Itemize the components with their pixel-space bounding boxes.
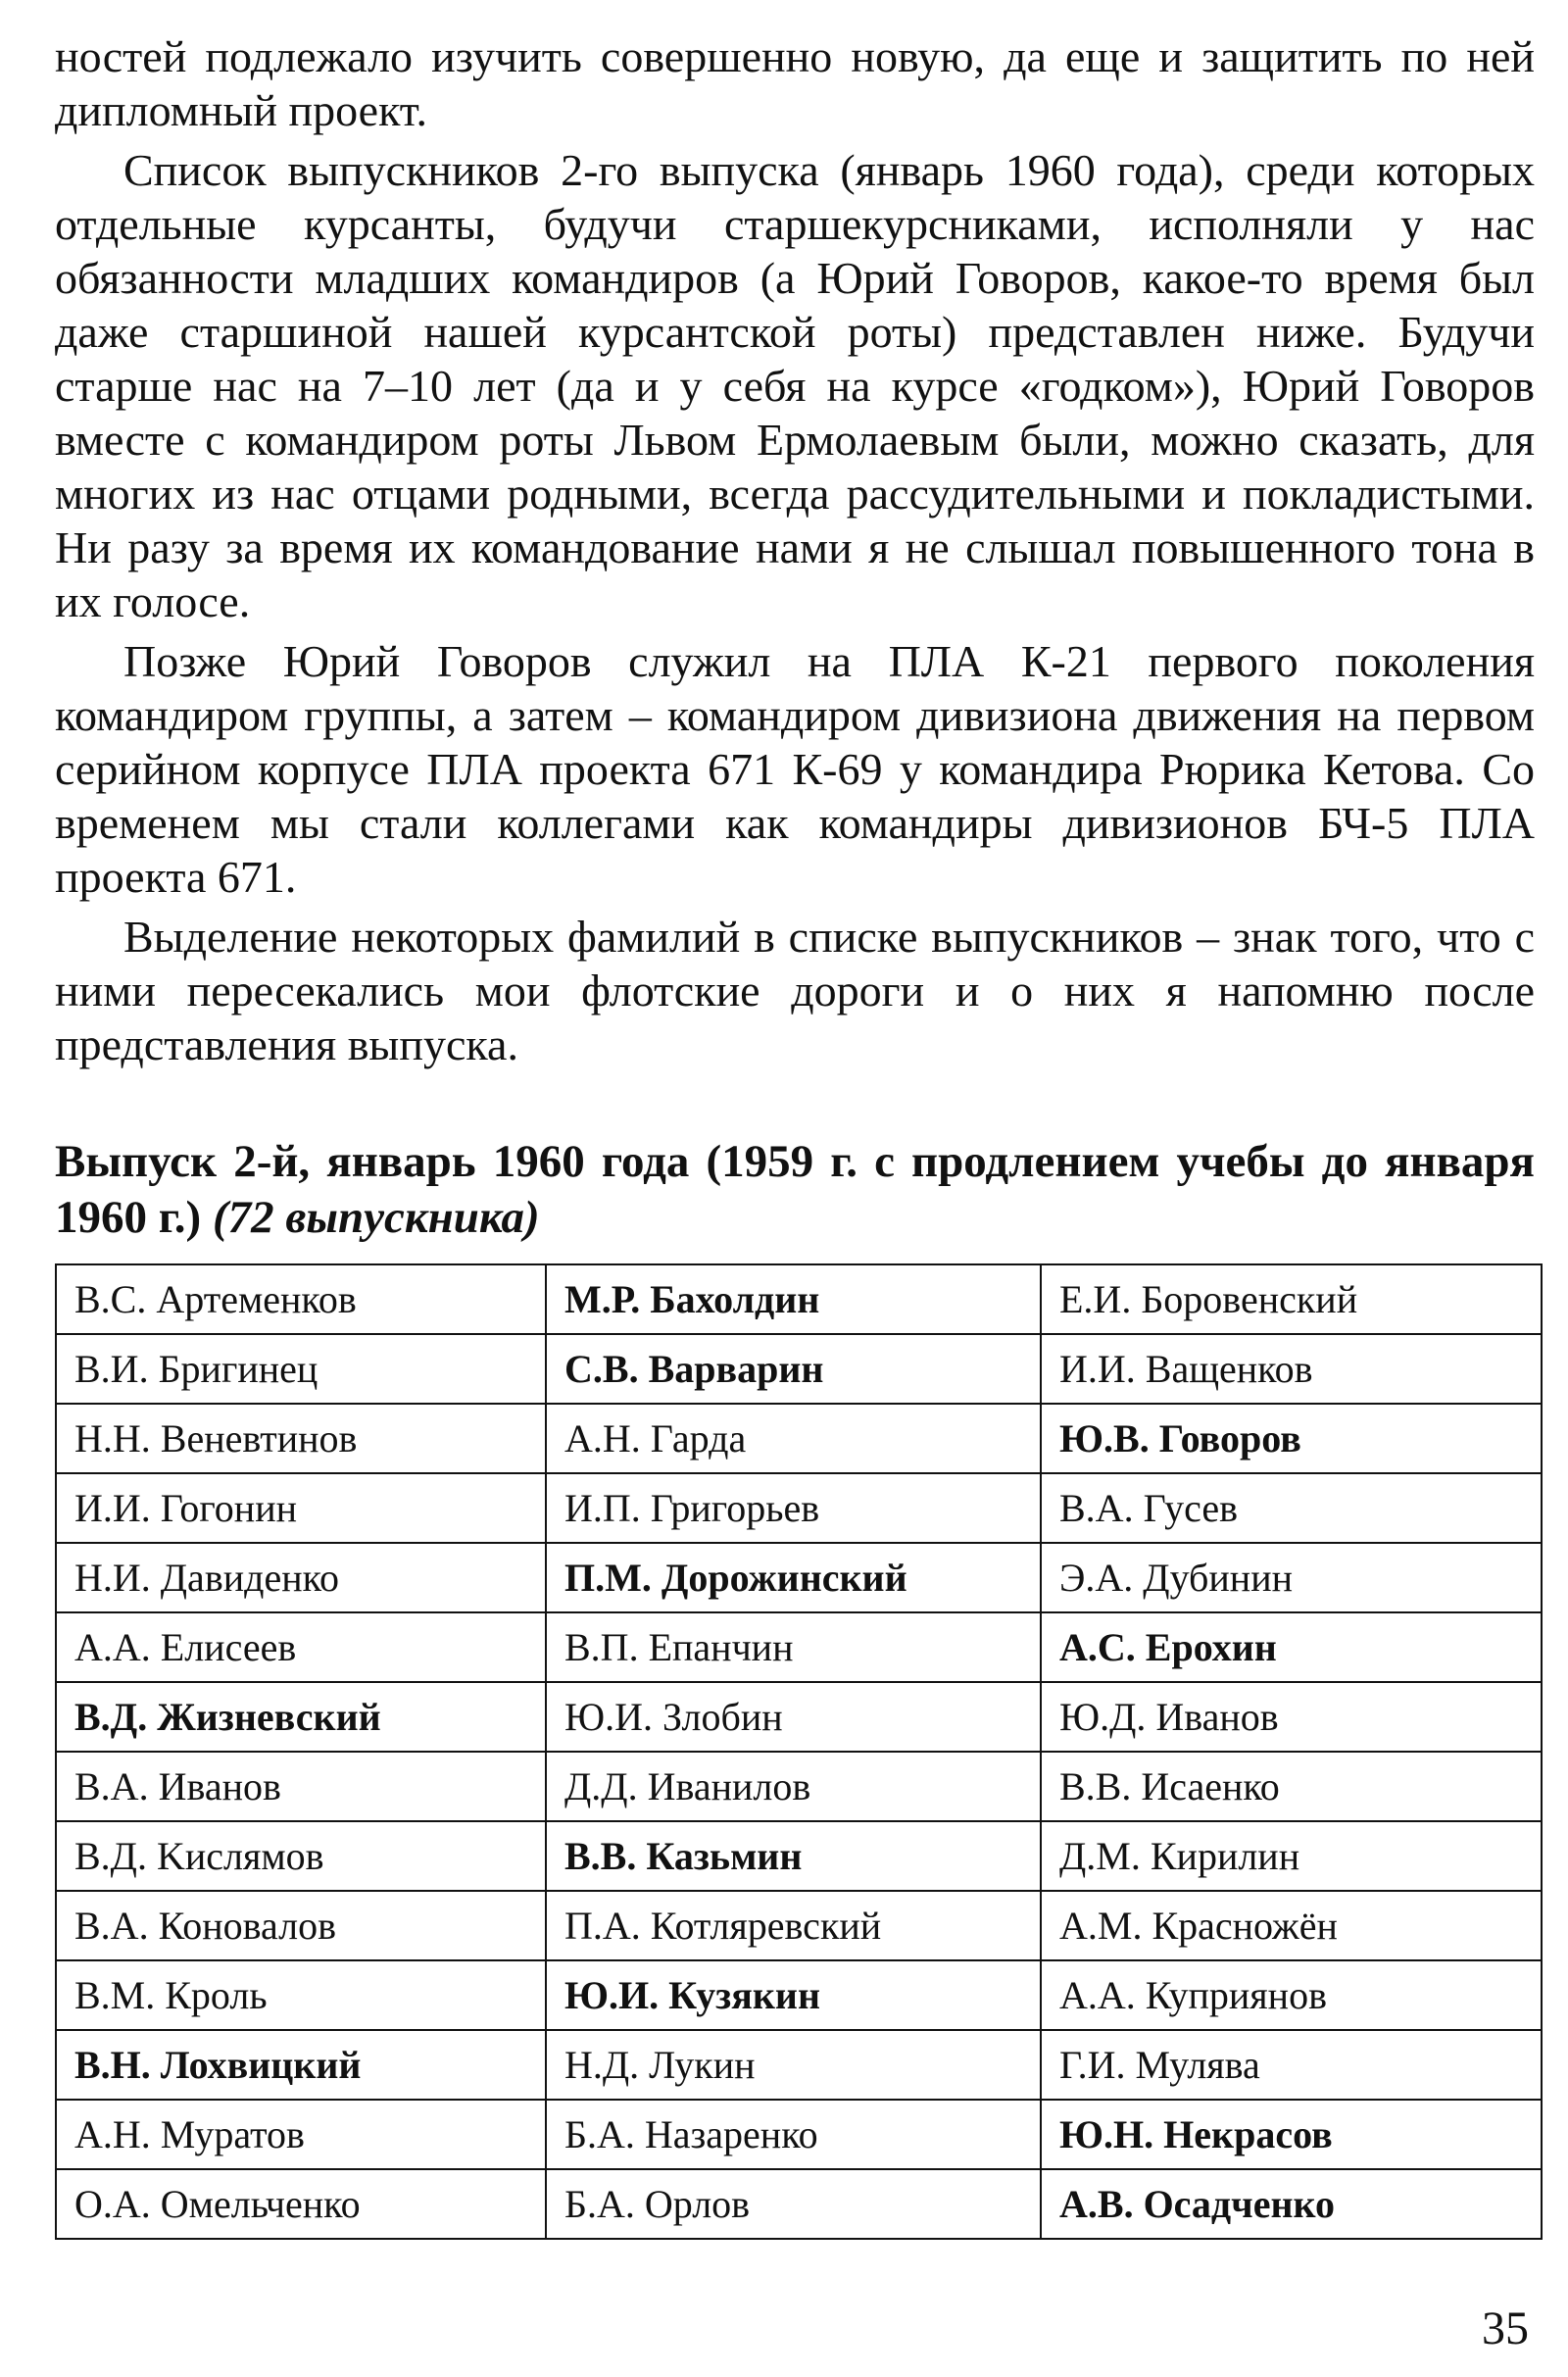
graduate-name-cell: И.П. Григорьев <box>546 1473 1041 1543</box>
graduate-name-cell: Ю.И. Кузякин <box>546 1960 1041 2030</box>
graduate-name-cell: А.А. Елисеев <box>56 1612 546 1682</box>
graduate-name-cell: А.В. Осадченко <box>1041 2169 1542 2239</box>
graduate-name-cell: П.А. Котляревский <box>546 1891 1041 1960</box>
graduate-name-cell: П.М. Дорожинский <box>546 1543 1041 1612</box>
graduate-name-cell: Б.А. Назаренко <box>546 2100 1041 2169</box>
graduate-name-cell: В.А. Коновалов <box>56 1891 546 1960</box>
graduate-name-cell: О.А. Омельченко <box>56 2169 546 2239</box>
graduate-name-cell: А.М. Красножён <box>1041 1891 1542 1960</box>
paragraph-highlight-note: Выделение некоторых фамилий в списке выпускников – знак того, что с ними пересекались мои флотские дороги и о них я напомню после представления выпуска. <box>55 912 1535 1069</box>
graduation-heading-main: Выпуск 2-й, январь 1960 года (1959 г. с продлением учебы до января 1960 г.) <box>55 1136 1535 1243</box>
page-number: 35 <box>1482 2303 1529 2354</box>
graduate-name-cell: В.Д. Жизневский <box>56 1682 546 1752</box>
table-row <box>56 1821 1542 1891</box>
graduate-name-cell: Д.М. Кирилин <box>1041 1821 1542 1891</box>
graduate-name-cell: Э.А. Дубинин <box>1041 1543 1542 1612</box>
graduate-name-cell: Е.И. Боровенский <box>1041 1264 1542 1334</box>
graduate-name-cell: В.И. Бригинец <box>56 1334 546 1404</box>
graduate-name-cell: В.А. Гусев <box>1041 1473 1542 1543</box>
graduate-name-cell: Н.Н. Веневтинов <box>56 1404 546 1473</box>
graduate-name-cell: Н.Д. Лукин <box>546 2030 1041 2100</box>
table-row <box>56 1960 1542 2030</box>
graduate-name-cell: В.В. Казьмин <box>546 1821 1041 1891</box>
graduate-name-cell: Д.Д. Иванилов <box>546 1752 1041 1821</box>
graduate-name-cell: Ю.В. Говоров <box>1041 1404 1542 1473</box>
graduates-table-body <box>56 1264 1542 2239</box>
table-row <box>56 2030 1542 2100</box>
table-row <box>56 1404 1542 1473</box>
table-row <box>56 1682 1542 1752</box>
graduate-name-cell: В.С. Артеменков <box>56 1264 546 1334</box>
paragraph-graduates-intro: Список выпускников 2-го выпуска (январь 1960 года), среди которых отдельные курсанты, будучи старшекурсниками, исполняли у нас обязанности младших командиров (а Юрий Говоров, какое-то время был даже старшиной нашей курсантской роты) представлен ниже. Будучи старше нас на 7–10 лет (да и у себя на курсе «годком»), Юрий Говоров вместе с командиром роты Львом Ермолаевым были, можно сказать, для многих из нас отцами родными, всегда рассудительными и покладистыми. Ни разу за время их командование нами я не слышал повышенного тона в их голосе. <box>55 145 1535 626</box>
graduate-name-cell: В.Д. Kислямов <box>56 1821 546 1891</box>
graduate-name-cell: И.И. Ващенков <box>1041 1334 1542 1404</box>
graduate-name-cell: Г.И. Мулява <box>1041 2030 1542 2100</box>
table-row <box>56 1264 1542 1334</box>
graduate-name-cell: С.В. Варварин <box>546 1334 1041 1404</box>
graduate-name-cell: Ю.Д. Иванов <box>1041 1682 1542 1752</box>
graduate-name-cell: Ю.Н. Некрасов <box>1041 2100 1542 2169</box>
table-row <box>56 1752 1542 1821</box>
table-row <box>56 1334 1542 1404</box>
graduate-name-cell: А.С. Ерохин <box>1041 1612 1542 1682</box>
table-row <box>56 2100 1542 2169</box>
graduate-name-cell: Ю.И. Злобин <box>546 1682 1041 1752</box>
graduate-name-cell: В.П. Епанчин <box>546 1612 1041 1682</box>
graduates-table <box>55 1263 1543 2240</box>
paragraph-govorov-service: Позже Юрий Говоров служил на ПЛА К-21 первого поколения командиром группы, а затем – командиром дивизиона движения на первом серийном корпусе ПЛА проекта 671 К-69 у командира Рюрика Кетова. Со временем мы стали коллегами как командиры дивизионов БЧ-5 ПЛА проекта 671. <box>55 636 1535 902</box>
graduation-count-note: (72 выпускника) <box>212 1192 540 1243</box>
graduate-name-cell: Н.И. Давиденко <box>56 1543 546 1612</box>
graduation-heading <box>55 1134 1535 1246</box>
table-row <box>56 1543 1542 1612</box>
graduate-name-cell: В.А. Иванов <box>56 1752 546 1821</box>
graduate-name-cell: М.Р. Бахолдин <box>546 1264 1041 1334</box>
table-row <box>56 1473 1542 1543</box>
graduate-name-cell: А.Н. Гарда <box>546 1404 1041 1473</box>
book-page <box>55 29 1535 2240</box>
paragraph-continuation: ностей подлежало изучить совершенно новую, да еще и защитить по ней дипломный проект. <box>55 31 1535 135</box>
graduate-name-cell: Б.А. Орлов <box>546 2169 1041 2239</box>
graduate-name-cell: В.М. Кроль <box>56 1960 546 2030</box>
table-row <box>56 2169 1542 2239</box>
table-row <box>56 1891 1542 1960</box>
table-row <box>56 1612 1542 1682</box>
graduate-name-cell: А.А. Куприянов <box>1041 1960 1542 2030</box>
graduate-name-cell: В.Н. Лохвицкий <box>56 2030 546 2100</box>
graduate-name-cell: В.В. Исаенко <box>1041 1752 1542 1821</box>
graduate-name-cell: А.Н. Муратов <box>56 2100 546 2169</box>
graduate-name-cell: И.И. Гогонин <box>56 1473 546 1543</box>
